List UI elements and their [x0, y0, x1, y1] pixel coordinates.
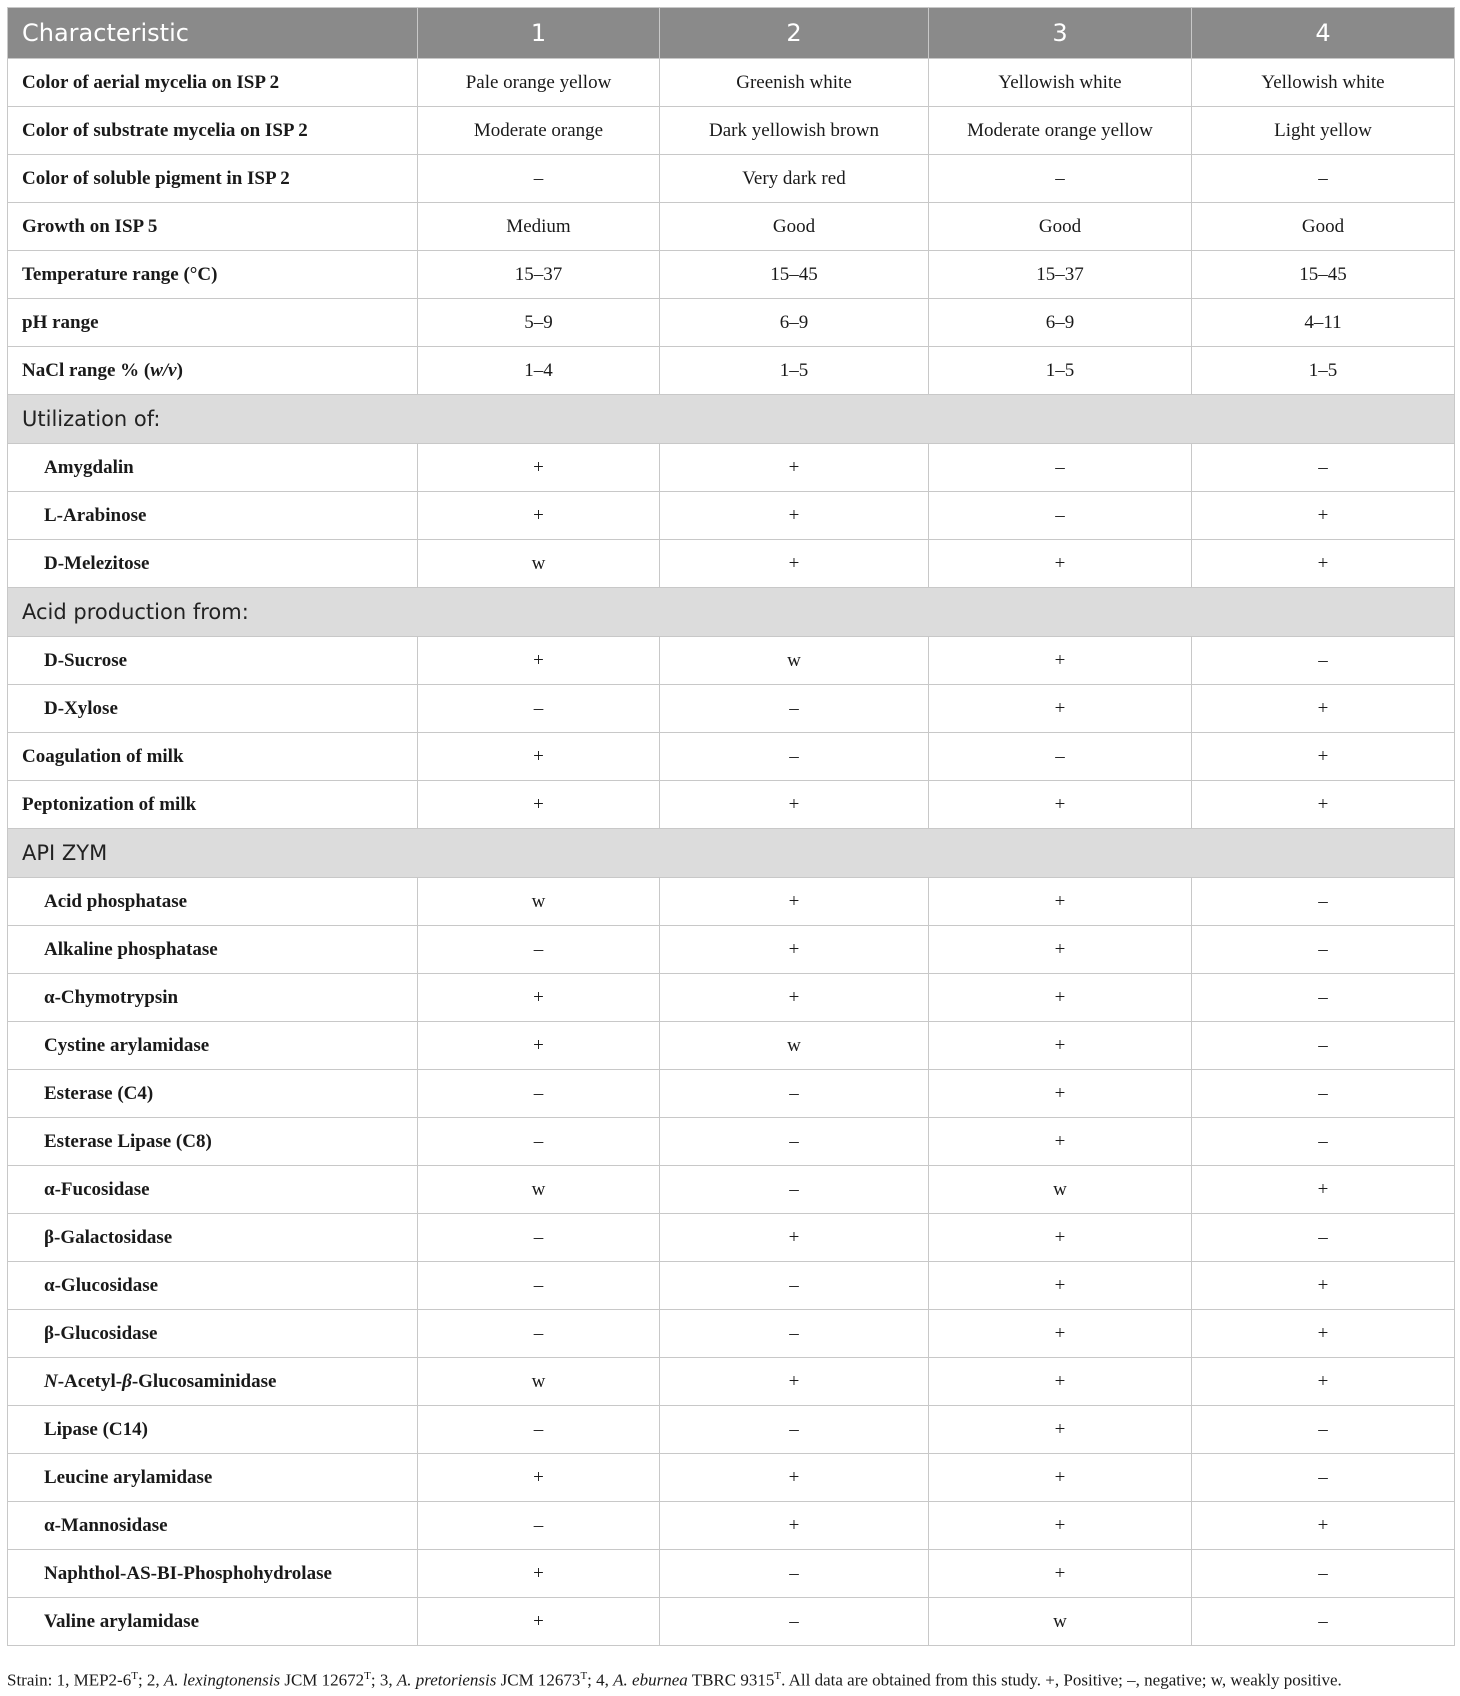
cell: +	[1192, 733, 1455, 781]
cell: –	[418, 1070, 660, 1118]
row-label: Color of soluble pigment in ISP 2	[8, 155, 418, 203]
header-strain-2: 2	[660, 8, 929, 59]
cell: +	[929, 685, 1192, 733]
cell: +	[929, 781, 1192, 829]
table-row	[8, 1502, 1455, 1550]
row-label: Lipase (C14)	[8, 1406, 418, 1454]
cell: +	[660, 540, 929, 588]
cell: +	[660, 781, 929, 829]
row-label: α-Fucosidase	[8, 1166, 418, 1214]
cell: Very dark red	[660, 155, 929, 203]
cell: +	[418, 1454, 660, 1502]
cell: Yellowish white	[1192, 59, 1455, 107]
table-row	[8, 59, 1455, 107]
cell: +	[929, 878, 1192, 926]
table-row	[8, 926, 1455, 974]
table-row	[8, 1214, 1455, 1262]
cell: +	[418, 974, 660, 1022]
cell: +	[929, 1118, 1192, 1166]
row-label: Alkaline phosphatase	[8, 926, 418, 974]
row-label: Leucine arylamidase	[8, 1454, 418, 1502]
row-label	[8, 1358, 418, 1406]
table-row	[8, 1022, 1455, 1070]
cell: w	[418, 1166, 660, 1214]
cell: –	[1192, 1454, 1455, 1502]
row-label: Valine arylamidase	[8, 1598, 418, 1646]
cell: +	[418, 1550, 660, 1598]
header-row	[8, 8, 1455, 59]
table-row	[8, 155, 1455, 203]
cell: –	[1192, 974, 1455, 1022]
table-row	[8, 1262, 1455, 1310]
row-label: D-Xylose	[8, 685, 418, 733]
row-label: L-Arabinose	[8, 492, 418, 540]
cell: –	[1192, 1598, 1455, 1646]
cell: +	[418, 1022, 660, 1070]
row-label: Color of aerial mycelia on ISP 2	[8, 59, 418, 107]
cell: 15–37	[418, 251, 660, 299]
cell: +	[929, 1262, 1192, 1310]
table-container	[7, 7, 1454, 1646]
cell: +	[929, 1070, 1192, 1118]
table-row	[8, 203, 1455, 251]
cell: +	[418, 492, 660, 540]
cell: +	[929, 637, 1192, 685]
row-label: Peptonization of milk	[8, 781, 418, 829]
section-title: Acid production from:	[8, 588, 1455, 637]
cell: –	[418, 155, 660, 203]
cell: +	[1192, 685, 1455, 733]
cell: +	[418, 733, 660, 781]
cell: –	[1192, 155, 1455, 203]
cell: –	[1192, 1118, 1455, 1166]
row-label: β-Galactosidase	[8, 1214, 418, 1262]
row-label: Coagulation of milk	[8, 733, 418, 781]
cell: w	[418, 878, 660, 926]
table-row	[8, 251, 1455, 299]
cell: +	[660, 1358, 929, 1406]
cell: –	[1192, 1070, 1455, 1118]
cell: 4–11	[1192, 299, 1455, 347]
table-row	[8, 1406, 1455, 1454]
cell: –	[929, 733, 1192, 781]
cell: –	[418, 926, 660, 974]
cell: 15–37	[929, 251, 1192, 299]
row-label	[8, 347, 418, 395]
cell: +	[660, 1214, 929, 1262]
cell: –	[418, 1214, 660, 1262]
table-row	[8, 781, 1455, 829]
cell: 6–9	[660, 299, 929, 347]
cell: Moderate orange yellow	[929, 107, 1192, 155]
cell: +	[1192, 492, 1455, 540]
cell: +	[418, 1598, 660, 1646]
cell: –	[660, 1166, 929, 1214]
cell: –	[418, 685, 660, 733]
footnote-sup: T	[774, 1670, 782, 1682]
footnote-text: ; 2,	[137, 1670, 164, 1690]
row-label: D-Sucrose	[8, 637, 418, 685]
section-row-utilization	[8, 395, 1455, 444]
footnote-sup: T	[580, 1670, 588, 1682]
header-strain-4: 4	[1192, 8, 1455, 59]
cell: +	[929, 974, 1192, 1022]
cell: Good	[1192, 203, 1455, 251]
cell: –	[1192, 637, 1455, 685]
label-italic: w/v	[150, 359, 177, 381]
cell: 15–45	[660, 251, 929, 299]
footnote-text: JCM 12673	[496, 1670, 581, 1690]
cell: w	[660, 637, 929, 685]
cell: –	[1192, 926, 1455, 974]
cell: 15–45	[1192, 251, 1455, 299]
cell: +	[660, 878, 929, 926]
table-row	[8, 974, 1455, 1022]
row-label: D-Melezitose	[8, 540, 418, 588]
characteristics-table	[7, 7, 1455, 1646]
row-label: Acid phosphatase	[8, 878, 418, 926]
cell: w	[660, 1022, 929, 1070]
label-part: -Glucosaminidase	[131, 1370, 277, 1392]
cell: +	[929, 1406, 1192, 1454]
label-part: NaCl range % (	[22, 359, 151, 381]
cell: 1–5	[660, 347, 929, 395]
table-footnote	[7, 1670, 1454, 1691]
cell: +	[660, 974, 929, 1022]
cell: +	[418, 637, 660, 685]
section-title: API ZYM	[8, 829, 1455, 878]
cell: +	[1192, 1262, 1455, 1310]
cell: +	[660, 1454, 929, 1502]
section-row-acid	[8, 588, 1455, 637]
label-italic: β	[122, 1370, 132, 1392]
cell: +	[1192, 1310, 1455, 1358]
table-row	[8, 733, 1455, 781]
footnote-text: . All data are obtained from this study. +, Positive; –, negative; w, weakly positive.	[781, 1670, 1342, 1690]
cell: w	[929, 1166, 1192, 1214]
cell: +	[929, 1310, 1192, 1358]
cell: +	[929, 540, 1192, 588]
row-label: Temperature range (°C)	[8, 251, 418, 299]
cell: +	[929, 926, 1192, 974]
cell: 5–9	[418, 299, 660, 347]
table-row	[8, 1550, 1455, 1598]
table-row	[8, 878, 1455, 926]
cell: 1–5	[1192, 347, 1455, 395]
row-label: β-Glucosidase	[8, 1310, 418, 1358]
cell: 1–5	[929, 347, 1192, 395]
cell: –	[660, 685, 929, 733]
footnote-species: A. lexingtonensis	[163, 1670, 281, 1690]
cell: –	[418, 1502, 660, 1550]
cell: w	[418, 1358, 660, 1406]
label-part: -Acetyl-	[57, 1370, 123, 1392]
cell: 1–4	[418, 347, 660, 395]
table-row	[8, 685, 1455, 733]
row-label: pH range	[8, 299, 418, 347]
cell: +	[1192, 781, 1455, 829]
cell: –	[660, 733, 929, 781]
cell: +	[660, 1502, 929, 1550]
footnote-species: A. eburnea	[613, 1670, 688, 1690]
table-row	[8, 107, 1455, 155]
cell: –	[1192, 444, 1455, 492]
cell: +	[1192, 1502, 1455, 1550]
cell: Medium	[418, 203, 660, 251]
footnote-species: A. pretoriensis	[396, 1670, 497, 1690]
cell: –	[660, 1070, 929, 1118]
cell: –	[660, 1406, 929, 1454]
cell: –	[1192, 1022, 1455, 1070]
table-row	[8, 1166, 1455, 1214]
label-part: )	[176, 359, 183, 381]
cell: –	[418, 1262, 660, 1310]
table-row	[8, 1358, 1455, 1406]
cell: –	[418, 1310, 660, 1358]
cell: –	[418, 1118, 660, 1166]
header-characteristic: Characteristic	[8, 8, 418, 59]
table-row	[8, 299, 1455, 347]
section-row-api-zym	[8, 829, 1455, 878]
cell: +	[660, 444, 929, 492]
cell: +	[1192, 1358, 1455, 1406]
cell: +	[929, 1358, 1192, 1406]
footnote-text: ; 4,	[587, 1670, 614, 1690]
cell: –	[929, 492, 1192, 540]
footnote-sup: T	[364, 1670, 371, 1682]
cell: Good	[660, 203, 929, 251]
footnote-text: JCM 12672	[280, 1670, 365, 1690]
cell: –	[660, 1598, 929, 1646]
row-label: Naphthol-AS-BI-Phosphohydrolase	[8, 1550, 418, 1598]
table-row	[8, 347, 1455, 395]
cell: +	[660, 926, 929, 974]
cell: Pale orange yellow	[418, 59, 660, 107]
cell: –	[660, 1310, 929, 1358]
cell: Moderate orange	[418, 107, 660, 155]
cell: –	[418, 1406, 660, 1454]
table-row	[8, 1598, 1455, 1646]
table-row	[8, 1310, 1455, 1358]
cell: –	[660, 1550, 929, 1598]
row-label: Esterase (C4)	[8, 1070, 418, 1118]
footnote-text: Strain: 1, MEP2-6	[7, 1670, 132, 1690]
cell: +	[929, 1214, 1192, 1262]
table-row	[8, 1118, 1455, 1166]
footnote-sup: T	[131, 1670, 138, 1682]
cell: +	[418, 444, 660, 492]
table-row	[8, 1454, 1455, 1502]
cell: +	[1192, 540, 1455, 588]
cell: +	[929, 1022, 1192, 1070]
footnote-text: TBRC 9315	[687, 1670, 775, 1690]
row-label: Amygdalin	[8, 444, 418, 492]
footnote-text: ; 3,	[370, 1670, 397, 1690]
cell: –	[660, 1118, 929, 1166]
row-label: Growth on ISP 5	[8, 203, 418, 251]
cell: w	[929, 1598, 1192, 1646]
row-label: Cystine arylamidase	[8, 1022, 418, 1070]
cell: –	[929, 155, 1192, 203]
cell: –	[660, 1262, 929, 1310]
cell: +	[660, 492, 929, 540]
cell: –	[1192, 1550, 1455, 1598]
row-label: α-Glucosidase	[8, 1262, 418, 1310]
cell: –	[1192, 1214, 1455, 1262]
header-strain-1: 1	[418, 8, 660, 59]
row-label: Color of substrate mycelia on ISP 2	[8, 107, 418, 155]
table-row	[8, 444, 1455, 492]
cell: +	[1192, 1166, 1455, 1214]
cell: Dark yellowish brown	[660, 107, 929, 155]
cell: Greenish white	[660, 59, 929, 107]
cell: 6–9	[929, 299, 1192, 347]
cell: –	[1192, 1406, 1455, 1454]
cell: +	[929, 1454, 1192, 1502]
row-label: Esterase Lipase (C8)	[8, 1118, 418, 1166]
table-row	[8, 540, 1455, 588]
cell: +	[418, 781, 660, 829]
cell: +	[929, 1550, 1192, 1598]
table-row	[8, 637, 1455, 685]
row-label: α-Chymotrypsin	[8, 974, 418, 1022]
section-title: Utilization of:	[8, 395, 1455, 444]
header-strain-3: 3	[929, 8, 1192, 59]
cell: Light yellow	[1192, 107, 1455, 155]
label-italic: N	[44, 1370, 58, 1392]
table-row	[8, 1070, 1455, 1118]
cell: –	[929, 444, 1192, 492]
cell: w	[418, 540, 660, 588]
cell: –	[1192, 878, 1455, 926]
cell: Yellowish white	[929, 59, 1192, 107]
cell: Good	[929, 203, 1192, 251]
cell: +	[929, 1502, 1192, 1550]
table-row	[8, 492, 1455, 540]
row-label: α-Mannosidase	[8, 1502, 418, 1550]
